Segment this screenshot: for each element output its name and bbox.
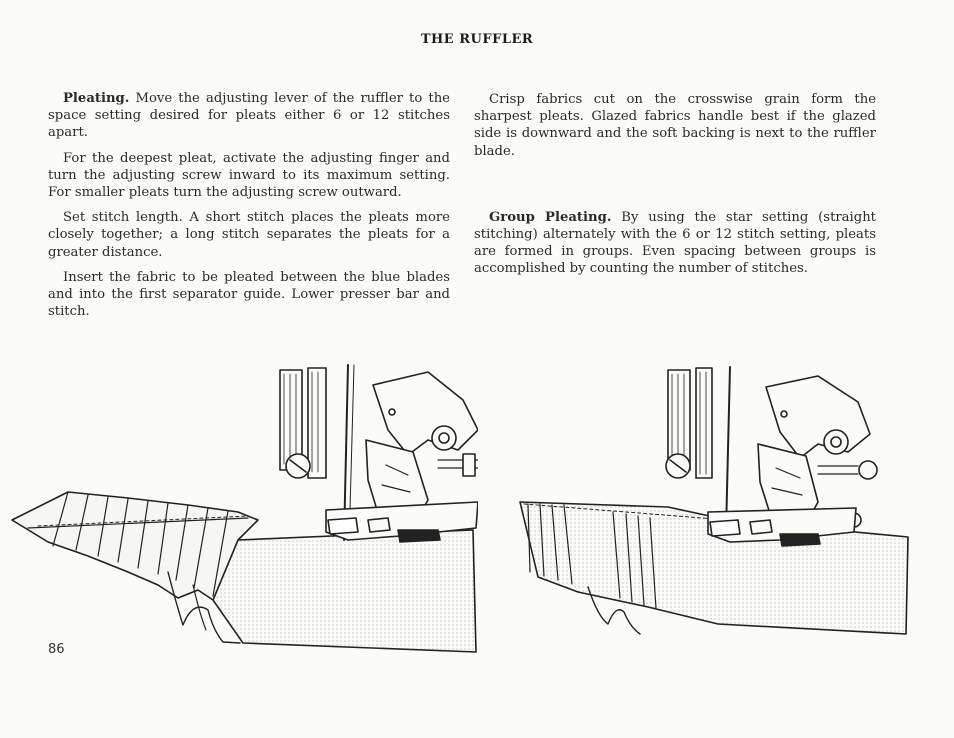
paragraph-lead: Pleating. [63, 91, 130, 106]
page-number: 86 [48, 642, 65, 657]
left-column [48, 90, 450, 328]
paragraph-pleating [48, 90, 450, 142]
paragraph-text: By using the star setting (straight stitching) alternately with the 6 or 12 stitch setting, pleats are formed in groups. Even spacing between groups is accomplished by counting the number of stitches. [474, 209, 876, 277]
paragraph-text: Set stitch length. A short stitch places the pleats more closely together; a long stitch separates the pleats for a greater distance. [48, 210, 450, 260]
paragraph-deepest-pleat [48, 150, 450, 202]
paragraph-crisp-fabrics [474, 91, 876, 160]
paragraph-text: Insert the fabric to be pleated between the blue blades and into the first separator guide. Lower presser bar and stitch. [48, 269, 450, 320]
ruffler-group-pleating-illustration-icon [518, 362, 918, 644]
ruffler-pleating-illustration-icon [8, 360, 478, 660]
paragraph-text: Crisp fabrics cut on the crosswise grain form the sharpest pleats. Glazed fabrics handle best if the glazed side is downward and the soft backing is next to the ruffler blade. [474, 92, 876, 159]
right-column [474, 91, 876, 286]
paragraph-text: For the deepest pleat, activate the adjusting finger and turn the adjusting screw inward to its maximum setting. For smaller pleats turn the adjusting screw outward. [48, 150, 450, 201]
paragraph-stitch-length [48, 209, 450, 261]
paragraph-lead: Group Pleating. [489, 209, 612, 225]
paragraph-group-pleating [474, 209, 876, 278]
paragraph-insert-fabric [48, 269, 450, 321]
page-title: THE RUFFLER [420, 32, 534, 47]
paragraph-text: Move the adjusting lever of the ruffler to the space setting desired for pleats either 6 or 12 stitches apart. [48, 91, 450, 141]
